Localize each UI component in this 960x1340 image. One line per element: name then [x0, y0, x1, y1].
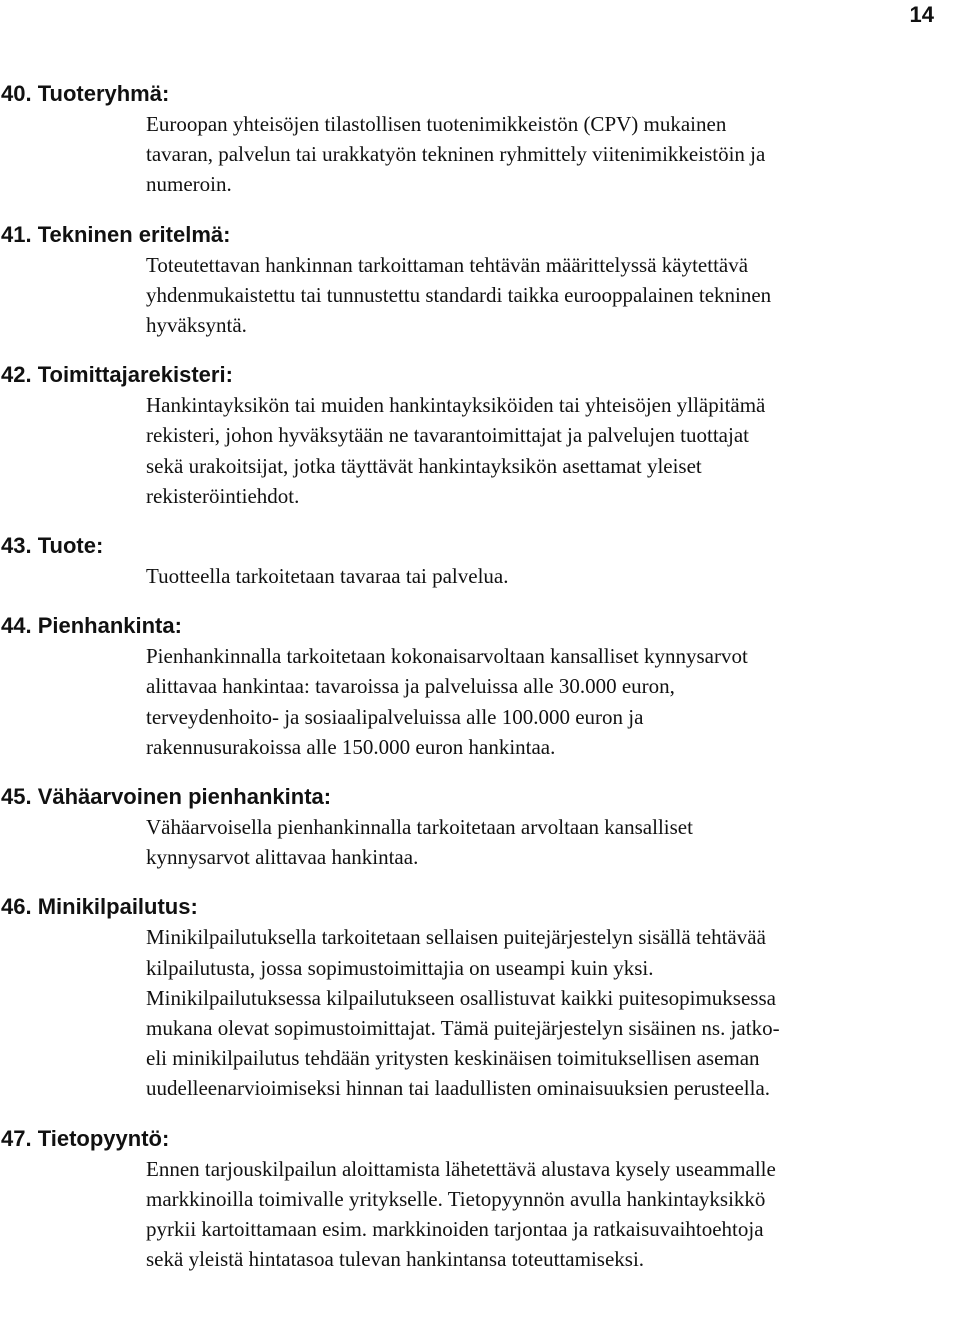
definition-line: alittavaa hankintaa: tavaroissa ja palveluissa alle 30.000 euron, — [146, 674, 675, 699]
definition-line: Hankintayksikön tai muiden hankintayksiköiden tai yhteisöjen ylläpitämä — [146, 393, 766, 418]
definition-line: rekisteri, johon hyväksytään ne tavarantoimittajat ja palvelujen tuottajat — [146, 423, 749, 448]
term-definition — [146, 641, 946, 762]
definitions-list — [0, 79, 960, 1294]
definition-line: sekä yleistä hintatasoa tulevan hankintansa toteuttamiseksi. — [146, 1247, 645, 1272]
definition-line: Euroopan yhteisöjen tilastollisen tuotenimikkeistön (CPV) mukainen — [146, 112, 727, 136]
term-45 — [0, 782, 960, 872]
term-definition — [146, 812, 946, 872]
definition-line: rekisteröintiehdot. — [146, 483, 300, 508]
definition-line: Ennen tarjouskilpailun aloittamista lähetettävä alustava kysely useammalle — [146, 1156, 776, 1181]
definition-line: Vähäarvoisella pienhankinnalla tarkoitetaan arvoltaan kansalliset — [146, 815, 693, 840]
definition-line: hyväksyntä. — [146, 313, 247, 338]
definition-line: uudelleenarvioimiseksi hinnan tai laadullisten ominaisuuksien perusteella. — [146, 1076, 771, 1101]
definition-line: terveydenhoito- ja sosiaalipalveluissa alle 100.000 euron ja — [146, 704, 644, 729]
definition-line: mukana olevat sopimustoimittajat. Tämä puitejärjestelyn sisäinen ns. jatko- — [146, 1016, 780, 1041]
definition-line: sekä urakoitsijat, jotka täyttävät hankintayksikön asettamat yleiset — [146, 453, 702, 478]
term-definition — [146, 250, 946, 341]
term-definition — [146, 561, 946, 591]
definition-line: numeroin. — [146, 172, 232, 197]
term-definition — [146, 390, 946, 511]
term-heading: 43. Tuote: — [1, 533, 104, 559]
term-47 — [0, 1124, 960, 1275]
term-heading: 41. Tekninen eritelmä: — [1, 221, 231, 247]
term-heading: 42. Toimittajarekisteri: — [1, 362, 233, 388]
term-definition — [146, 922, 946, 1103]
definition-line: tavaran, palvelun tai urakkatyön tekninen ryhmittely viitenimikkeistöin ja — [146, 142, 766, 167]
term-heading: 46. Minikilpailutus: — [1, 894, 198, 920]
definition-line: pyrkii kartoittamaan esim. markkinoiden tarjontaa ja ratkaisuvaihtoehtoja — [146, 1217, 764, 1242]
term-41 — [0, 220, 960, 341]
definition-line: kynnysarvot alittavaa hankintaa. — [146, 845, 419, 870]
term-definition — [146, 109, 946, 200]
definition-line: Toteutettavan hankinnan tarkoittaman tehtävän määrittelyssä käytettävä — [146, 252, 749, 277]
term-44 — [0, 611, 960, 762]
definition-line: Tuotteella tarkoitetaan tavaraa tai palvelua. — [146, 564, 509, 589]
term-heading: 47. Tietopyyntö: — [1, 1125, 170, 1151]
term-42 — [0, 360, 960, 511]
term-heading: 45. Vähäarvoinen pienhankinta: — [1, 784, 332, 810]
definition-line: Minikilpailutuksessa kilpailutukseen osallistuvat kaikki puitesopimuksessa — [146, 985, 776, 1010]
definition-line: Minikilpailutuksella tarkoitetaan sellaisen puitejärjestelyn sisällä tehtävää — [146, 925, 766, 950]
definition-line: Pienhankinnalla tarkoitetaan kokonaisarvoltaan kansalliset kynnysarvot — [146, 644, 748, 669]
term-definition — [146, 1154, 946, 1275]
term-heading: 44. Pienhankinta: — [1, 613, 182, 639]
definition-line: kilpailutusta, jossa sopimustoimittajia on useampi kuin yksi. — [146, 955, 654, 980]
definition-line: markkinoilla toimivalle yritykselle. Tietopyynnön avulla hankintayksikkö — [146, 1186, 766, 1211]
term-heading: 40. Tuoteryhmä: — [1, 81, 170, 106]
term-40 — [0, 79, 960, 200]
term-46 — [0, 892, 960, 1103]
definition-line: yhdenmukaistettu tai tunnustettu standardi taikka eurooppalainen tekninen — [146, 282, 772, 307]
definition-line: rakennusurakoissa alle 150.000 euron hankintaa. — [146, 734, 556, 759]
definition-line: eli minikilpailutus tehdään yritysten keskinäisen toimituksellisen aseman — [146, 1046, 760, 1071]
term-43 — [0, 531, 960, 591]
page-number: 14 — [909, 2, 934, 27]
